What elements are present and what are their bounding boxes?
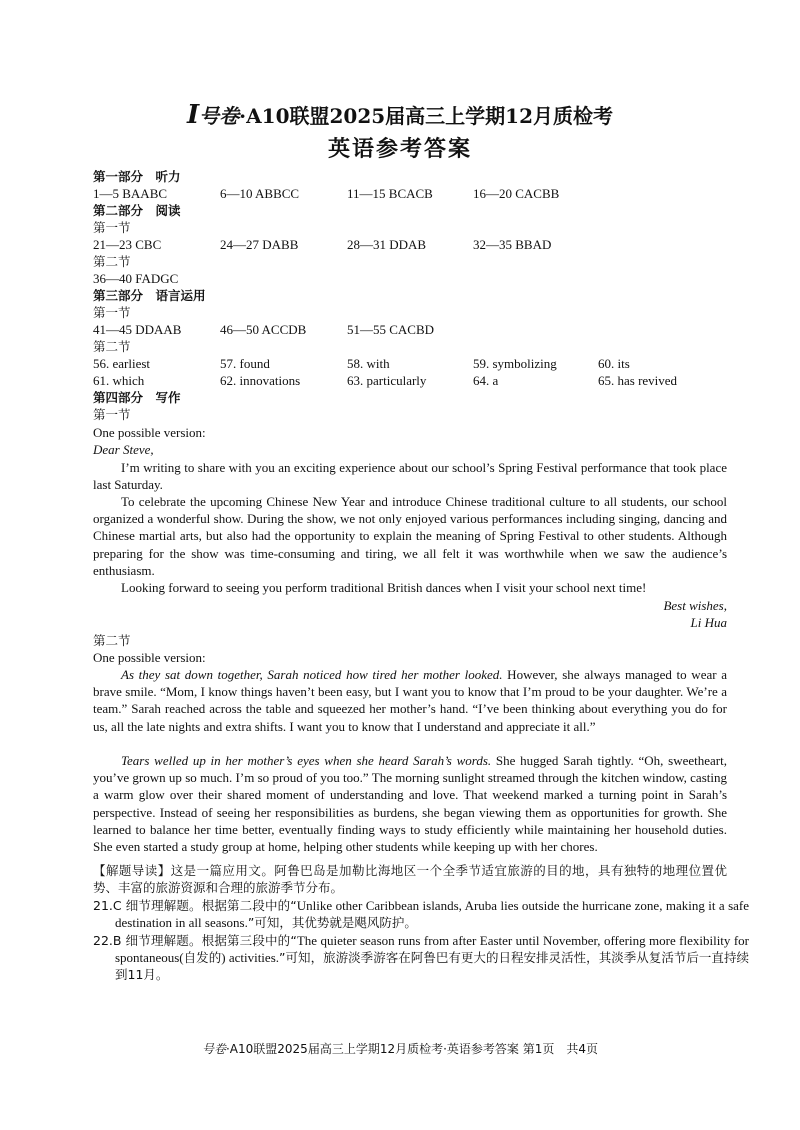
answer-cell: 32—35 BBAD: [473, 237, 552, 252]
part2-heading: 第二部分 阅读: [93, 203, 181, 218]
letter-paragraph-3: Looking forward to seeing you perform traditional British dances when I visit your school next time!: [121, 580, 647, 595]
answer-cell: 21—23 CBC: [93, 237, 162, 252]
answer-cell: 41—45 DDAAB: [93, 322, 182, 337]
explanation-q21: [93, 897, 749, 931]
answer-cell: 64. a: [473, 373, 499, 388]
explanation-q22: [93, 932, 749, 984]
answer-cell: 51—55 CACBD: [347, 322, 435, 337]
answer-cell: 58. with: [347, 356, 390, 371]
part2-answer-row: [93, 236, 713, 253]
quoted-english: The quieter season runs from after Easter until November, offering more flexibility for spontaneous(: [115, 933, 749, 966]
version-label: One possible version:: [93, 425, 206, 440]
gloss-text: 自发的: [183, 950, 222, 966]
footer-title: ·A10联盟2025届高三上学期12月质检考·英语参考答案: [225, 1042, 519, 1056]
part2-answer-row-2: [93, 270, 713, 287]
part3-answer-row: [93, 321, 713, 338]
answer-cell: 16—20 CACBB: [473, 186, 560, 201]
answer-cell: 65. has revived: [598, 373, 678, 388]
part2-section2-label: 第二节: [93, 254, 131, 269]
letter-signature: Li Hua: [690, 615, 727, 630]
answer-cell: 63. particularly: [347, 373, 427, 388]
page-number: 第1页 共4页: [522, 1042, 599, 1056]
story-text-2: She hugged Sarah tightly. “Oh, sweetheart, you’ve grown up so much. I’m so proud of you too.” The morning sunlight streamed through the kitchen window, casting a warm glow over their shared moment of understanding and love. That weekend marked a turning point in Sarah’s perspective. Instead of seeing her responsibilities as burdens, she began viewing them as opportunities for growth. She learned to balance her time better, eventually finding ways to study efficiently while maintaining her household duties. She even started a study group at home, helping other students while keeping up with her chores.: [93, 753, 727, 855]
answer-cell: 60. its: [598, 356, 630, 371]
part4-section1-label: 第一节: [93, 407, 131, 422]
part4-section2-label: 第二节: [93, 633, 131, 648]
guide-tag: 【解题导读】: [93, 863, 171, 878]
letter-paragraph-2: To celebrate the upcoming Chinese New Year and introduce Chinese traditional culture to all students, our school organized a wonderful show. During the show, we not only enjoyed various performances including singing, dancing and Chinese martial arts, but also had the opportunity to explain the meaning of Spring Festival to other students. Although preparing for the show was time-consuming and tiring, we all felt it was worthwhile when we saw the audience’s enthusiasm.: [93, 494, 727, 578]
part1-heading: 第一部分 听力: [93, 169, 181, 184]
question-number: 22.B: [93, 933, 122, 948]
part3-heading: 第三部分 语言运用: [93, 288, 206, 303]
version-label-2: One possible version:: [93, 650, 206, 665]
part3-fill-row-2: [93, 372, 713, 389]
quoted-english: Unlike other Caribbean islands, Aruba lies outside the hurricane zone, making it a safe destination in all seasons.: [115, 898, 749, 931]
answer-cell: 24—27 DABB: [220, 237, 299, 252]
answer-cell: 61. which: [93, 373, 145, 388]
reading-guide: [93, 862, 727, 896]
answer-cell: 11—15 BCACB: [347, 186, 433, 201]
letter-greeting: Dear Steve,: [93, 442, 154, 457]
answer-cell: 1—5 BAABC: [93, 186, 168, 201]
answer-cell: 28—31 DDAB: [347, 237, 427, 252]
part3-section2-label: 第二节: [93, 339, 131, 354]
story-given-sentence-1: As they sat down together, Sarah noticed how tired her mother looked.: [121, 667, 503, 682]
story-given-sentence-2: Tears welled up in her mother’s eyes when she heard Sarah’s words.: [121, 753, 492, 768]
exam-title-text: ·A10联盟2025届高三上学期12月质检考: [239, 104, 613, 128]
question-number: 21.C: [93, 898, 122, 913]
part1-answer-row: [93, 185, 713, 202]
guide-text: 这是一篇应用文。阿鲁巴岛是加勒比海地区一个全季节适宜旅游的目的地，具有独特的地理位置优势、丰富的旅游资源和合理的旅游季节分布。: [93, 863, 727, 896]
story-paragraph-2: [93, 752, 727, 855]
part4-heading: 第四部分 写作: [93, 390, 181, 405]
explanation-text: 细节理解题。根据第三段中的“: [125, 933, 297, 948]
quoted-english: ) activities.: [221, 950, 280, 966]
footer-logo: 号卷: [201, 1042, 226, 1056]
answer-cell: 36—40 FADGC: [93, 271, 179, 286]
answer-cell: 46—50 ACCDB: [220, 322, 307, 337]
brand-logo-text: 号卷: [199, 104, 240, 128]
answer-cell: 6—10 ABBCC: [220, 186, 300, 201]
explanation-text: ”可知，旅游淡季游客在阿鲁巴有更大的日程安排灵活性，其淡季从复活节后一直持续到11月。: [115, 950, 749, 983]
answer-cell: 56. earliest: [93, 356, 151, 371]
story-paragraph-1: [93, 666, 727, 735]
explanation-text: ”可知，其优势就是飓风防护。: [247, 915, 417, 931]
explanation-text: 细节理解题。根据第二段中的“: [125, 898, 297, 913]
answer-cell: 59. symbolizing: [473, 356, 557, 371]
letter-paragraph-1: I’m writing to share with you an exciting experience about our school’s Spring Festival performance that took place last Saturday.: [93, 460, 727, 493]
story-text-1: However, she always managed to wear a brave smile. “Mom, I know things haven’t been easy, but I want you to know that I’m proud to be your daughter. We’re a team.” Sarah reached across the table and squeezed her mother’s hand. “I’ve been thinking about everything you do for us, all the late nights and extra shifts. I want you to know that I understand and appreciate it all.”: [93, 667, 727, 734]
brand-logo: I: [187, 100, 200, 130]
answer-cell: 62. innovations: [220, 373, 301, 388]
exam-title: [0, 100, 800, 130]
page-title: 英语参考答案: [327, 136, 472, 162]
answer-cell: 57. found: [220, 356, 270, 371]
part2-section1-label: 第一节: [93, 220, 131, 235]
letter-closing: Best wishes,: [663, 598, 727, 613]
part3-section1-label: 第一节: [93, 305, 131, 320]
page-footer: [0, 1040, 800, 1057]
part3-fill-row-1: [93, 355, 713, 372]
